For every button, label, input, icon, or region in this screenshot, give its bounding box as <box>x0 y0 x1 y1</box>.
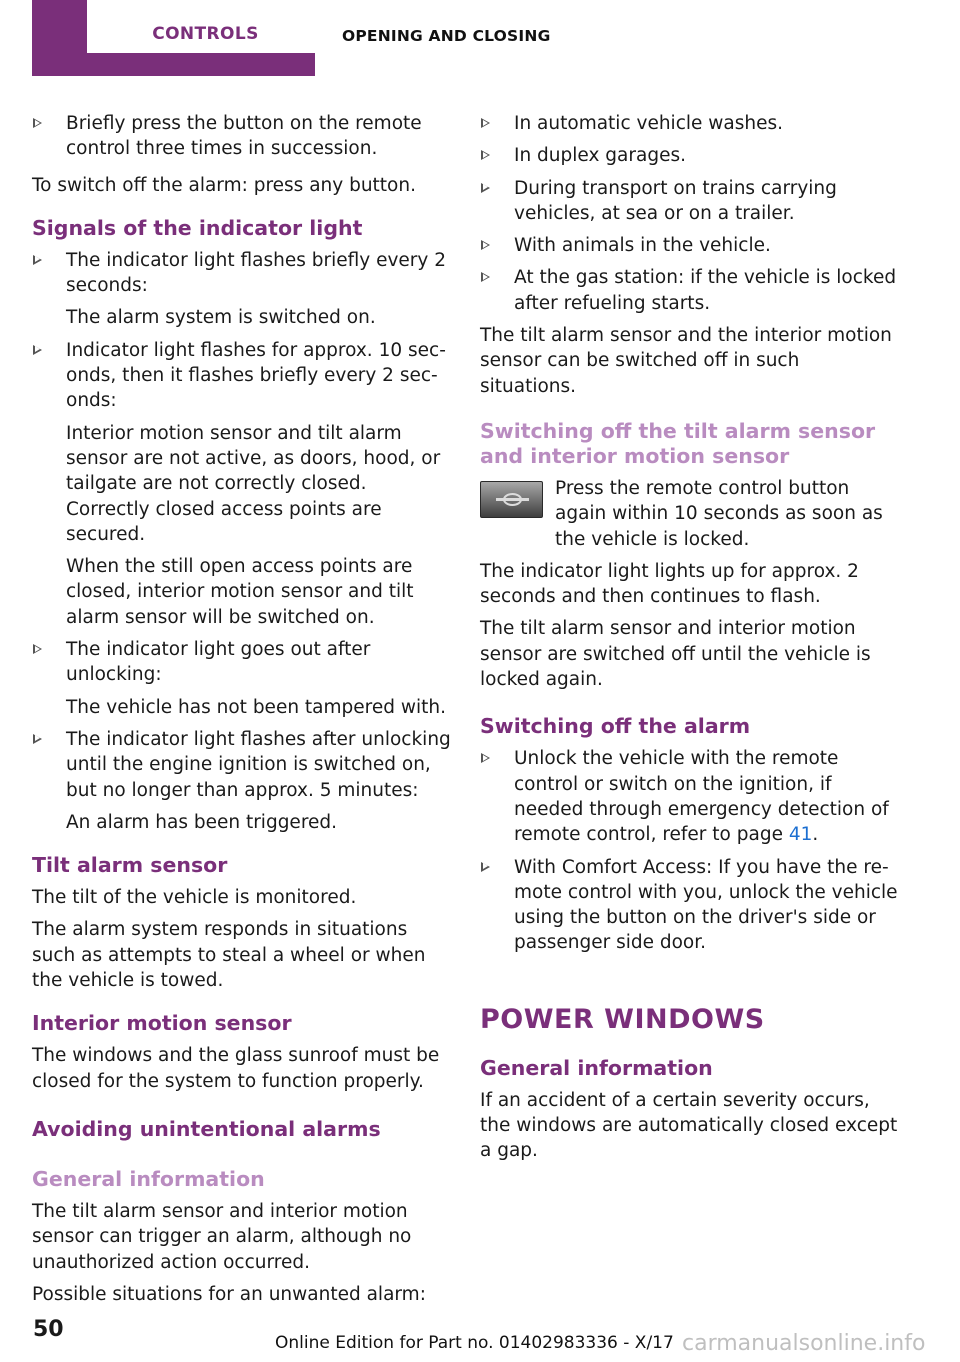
heading-tilt-alarm-sensor: Tilt alarm sensor <box>32 853 228 878</box>
paragraph: The tilt alarm sensor and interior motion sensor are switched off until the vehicle is locked again. <box>480 618 871 691</box>
triangle-bullet-icon <box>33 118 42 128</box>
paragraph: The tilt of the vehicle is monitored. <box>32 887 357 909</box>
heading-interior-motion-sensor: Interior motion sensor <box>32 1011 292 1036</box>
paragraph: The windows and the glass sunroof must be closed for the system to function properly. <box>32 1045 440 1092</box>
list-item: Indicator light flashes for approx. 10 seconds, then it flashes briefly every 2 seconds: <box>32 338 452 414</box>
heading-power-windows: POWER WINDOWS <box>480 1003 765 1035</box>
paragraph: The indicator light lights up for approx. 2 seconds and then continues to flash. <box>480 560 859 608</box>
remote-key-lock-button-icon <box>480 481 543 518</box>
list-item-detail: An alarm has been triggered. <box>66 811 338 833</box>
triangle-bullet-icon <box>481 183 490 193</box>
list-item: At the gas station: if the vehicle is locked after refueling starts. <box>480 265 900 316</box>
list-item: Briefly press the button on the remote control three times in succession. <box>32 111 452 162</box>
list-item: The indicator light goes out after unlocking: <box>32 637 452 688</box>
triangle-bullet-icon <box>481 862 490 872</box>
heading-switching-off-alarm: Switching off the alarm <box>480 714 751 739</box>
footer-edition: Online Edition for Part no. 01402983336 - X/17 <box>275 1333 674 1353</box>
triangle-bullet-icon <box>481 240 490 250</box>
heading-general-information-2: General information <box>480 1055 713 1080</box>
left-column <box>32 111 452 1314</box>
list-item: The indicator light flashes briefly every 2 seconds: <box>32 248 452 299</box>
list-item-detail: Interior motion sensor and tilt alarm sensor are not active, as doors, hood, or tailgate are not correctly closed. Correctly closed access points are secured. <box>66 422 441 545</box>
list-item: The indicator light flashes after unlocking until the engine ignition is switched on, but no longer than approx. 5 minutes: <box>32 727 452 803</box>
paragraph: Possible situations for an unwanted alarm: <box>32 1283 426 1305</box>
list-item-detail: The alarm system is switched on. <box>66 307 376 329</box>
key-instruction: Press the remote control button again within 10 seconds as soon as the vehicle is locked. <box>480 476 900 552</box>
triangle-bullet-icon <box>481 150 490 160</box>
chapter-tab <box>32 0 315 76</box>
list-item: Unlock the vehicle with the remote control or switch on the ignition, if needed through emergency detection of remote control, refer to page 41. <box>480 746 900 847</box>
watermark: carmanualsonline.info <box>682 1331 926 1356</box>
triangle-bullet-icon <box>33 345 42 355</box>
section-title: OPENING AND CLOSING <box>342 27 551 45</box>
chapter-tab-label: CONTROLS <box>152 24 259 44</box>
paragraph: The tilt alarm sensor and interior motion sensor can trigger an alarm, although no unauthorized action occurred. <box>32 1200 412 1273</box>
triangle-bullet-icon <box>481 753 490 763</box>
list-item: In automatic vehicle washes. <box>480 111 900 136</box>
heading-signals: Signals of the indicator light <box>32 215 363 240</box>
list-item-detail: When the still open access points are closed, interior motion sensor and tilt alarm sensor will be switched on. <box>66 556 414 628</box>
triangle-bullet-icon <box>33 734 42 744</box>
heading-general-information: General information <box>32 1166 265 1191</box>
triangle-bullet-icon <box>481 118 490 128</box>
triangle-bullet-icon <box>33 644 42 654</box>
paragraph: To switch off the alarm: press any button. <box>32 174 416 196</box>
list-item: With animals in the vehicle. <box>480 233 900 258</box>
list-item: In duplex garages. <box>480 143 900 168</box>
heading-avoiding-alarms: Avoiding unintentional alarms <box>32 1116 381 1141</box>
triangle-bullet-icon <box>481 272 490 282</box>
list-item-detail: The vehicle has not been tampered with. <box>66 696 446 718</box>
right-column <box>480 111 900 1171</box>
list-item: With Comfort Access: If you have the remote control with you, unlock the vehicle using the button on the driver's side or passenger side door. <box>480 855 900 956</box>
heading-switching-off-tilt-sensor: Switching off the tilt alarm sensor and interior motion sensor <box>480 418 876 468</box>
paragraph: If an accident of a certain severity occurs, the windows are automatically closed except a gap. <box>480 1089 898 1162</box>
paragraph: The alarm system responds in situations such as attempts to steal a wheel or when the vehicle is towed. <box>32 919 426 992</box>
list-item: During transport on trains carrying vehicles, at sea or on a trailer. <box>480 176 900 227</box>
page-number: 50 <box>33 1317 64 1342</box>
page-link[interactable]: 41 <box>788 824 813 846</box>
triangle-bullet-icon <box>33 255 42 265</box>
paragraph: The tilt alarm sensor and the interior motion sensor can be switched off in such situations. <box>480 325 892 397</box>
